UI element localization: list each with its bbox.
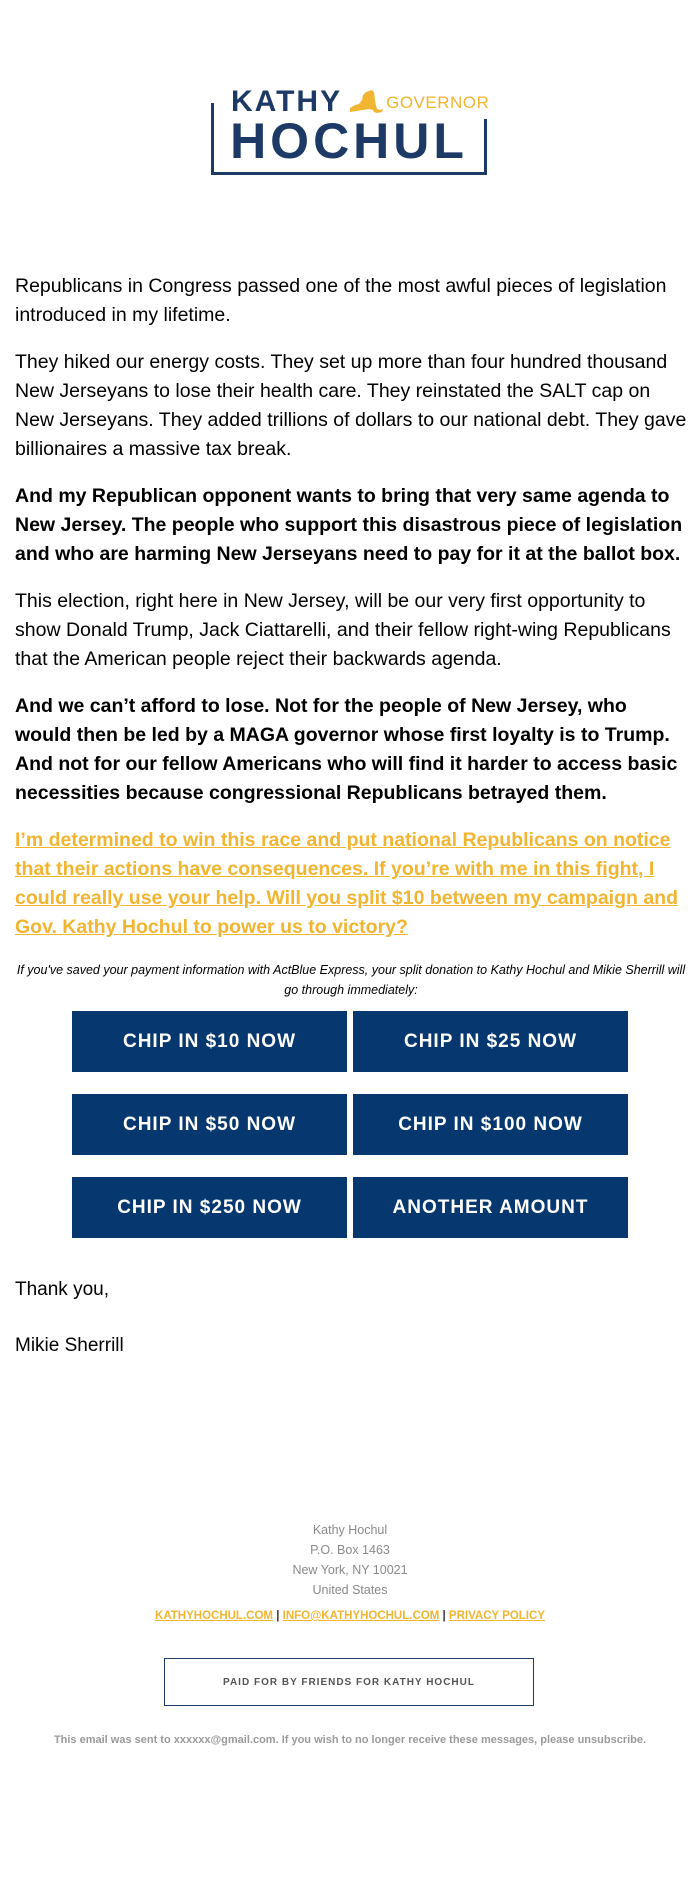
link-separator: | — [276, 1610, 280, 1622]
paid-for-disclaimer — [164, 1658, 534, 1706]
address-line: P.O. Box 1463 — [310, 1543, 390, 1557]
actblue-express-note: If you've saved your payment information with ActBlue Express, your split donation to Kathy Hochul and Mikie Sherrill will go through immediately: — [16, 963, 686, 997]
chip-in-10-button[interactable]: CHIP IN $10 NOW — [72, 1011, 347, 1072]
address-line: Kathy Hochul — [312, 1523, 388, 1537]
address-line: New York, NY 10021 — [292, 1563, 408, 1577]
paid-for-text: PAID FOR BY FRIENDS FOR KATHY HOCHUL — [223, 1676, 475, 1688]
signoff-thanks: Thank you, — [15, 1279, 109, 1300]
signoff-name: Mikie Sherrill — [15, 1335, 124, 1356]
logo-last-name: HOCHUL — [230, 113, 468, 169]
campaign-logo — [211, 85, 490, 175]
paragraph-5-bold: And we can’t afford to lose. Not for the people of New Jersey, who would then be led by a MAGA governor whose first loyalty is to Trump. And not for our fellow Americans who will find it harder to access basic necessities because congressional Republicans betrayed them. — [15, 695, 678, 804]
footer-address — [0, 1520, 700, 1600]
new-york-state-icon — [346, 88, 384, 116]
chip-in-100-button[interactable]: CHIP IN $100 NOW — [353, 1094, 628, 1155]
logo-first-name: KATHY — [231, 85, 343, 118]
signoff — [15, 1275, 124, 1387]
website-link[interactable]: KATHYHOCHUL.COM — [155, 1610, 273, 1622]
logo-title: GOVERNOR — [386, 92, 490, 112]
chip-in-50-button[interactable]: CHIP IN $50 NOW — [72, 1094, 347, 1155]
email-body — [15, 272, 687, 1000]
link-separator: | — [442, 1610, 446, 1622]
privacy-policy-link[interactable]: PRIVACY POLICY — [448, 1610, 545, 1622]
address-line: United States — [312, 1583, 388, 1597]
email-link[interactable]: INFO@KATHYHOCHUL.COM — [282, 1610, 440, 1622]
paragraph-4: This election, right here in New Jersey, will be our very first opportunity to show Donald Trump, Jack Ciattarelli, and their fellow right-wing Republicans that the American people reject their backwards agenda. — [15, 590, 671, 670]
unsubscribe-notice[interactable]: This email was sent to xxxxxx@gmail.com. If you wish to no longer receive these messages, please unsubscribe. — [53, 1734, 647, 1746]
chip-in-25-button[interactable]: CHIP IN $25 NOW — [353, 1011, 628, 1072]
donation-cta-link[interactable]: I’m determined to win this race and put national Republicans on notice that their actions have consequences. If you’re with me in this fight, I could really use your help. Will you split $10 between my campaign and Gov. Kathy Hochul to power us to victory? — [15, 829, 678, 938]
footer-links — [0, 1610, 700, 1622]
paragraph-3-bold: And my Republican opponent wants to bring that very same agenda to New Jersey. The people who support this disastrous piece of legislation and who are harming New Jerseyans need to pay for it at the ballot box. — [15, 485, 683, 565]
paragraph-1: Republicans in Congress passed one of the most awful pieces of legislation introduced in my lifetime. — [15, 275, 667, 326]
paragraph-2: They hiked our energy costs. They set up more than four hundred thousand New Jerseyans to lose their health care. They reinstated the SALT cap on New Jerseyans. They added trillions of dollars to our national debt. They gave billionaires a massive tax break. — [15, 351, 687, 460]
chip-in-250-button[interactable]: CHIP IN $250 NOW — [72, 1177, 347, 1238]
another-amount-button[interactable]: ANOTHER AMOUNT — [353, 1177, 628, 1238]
